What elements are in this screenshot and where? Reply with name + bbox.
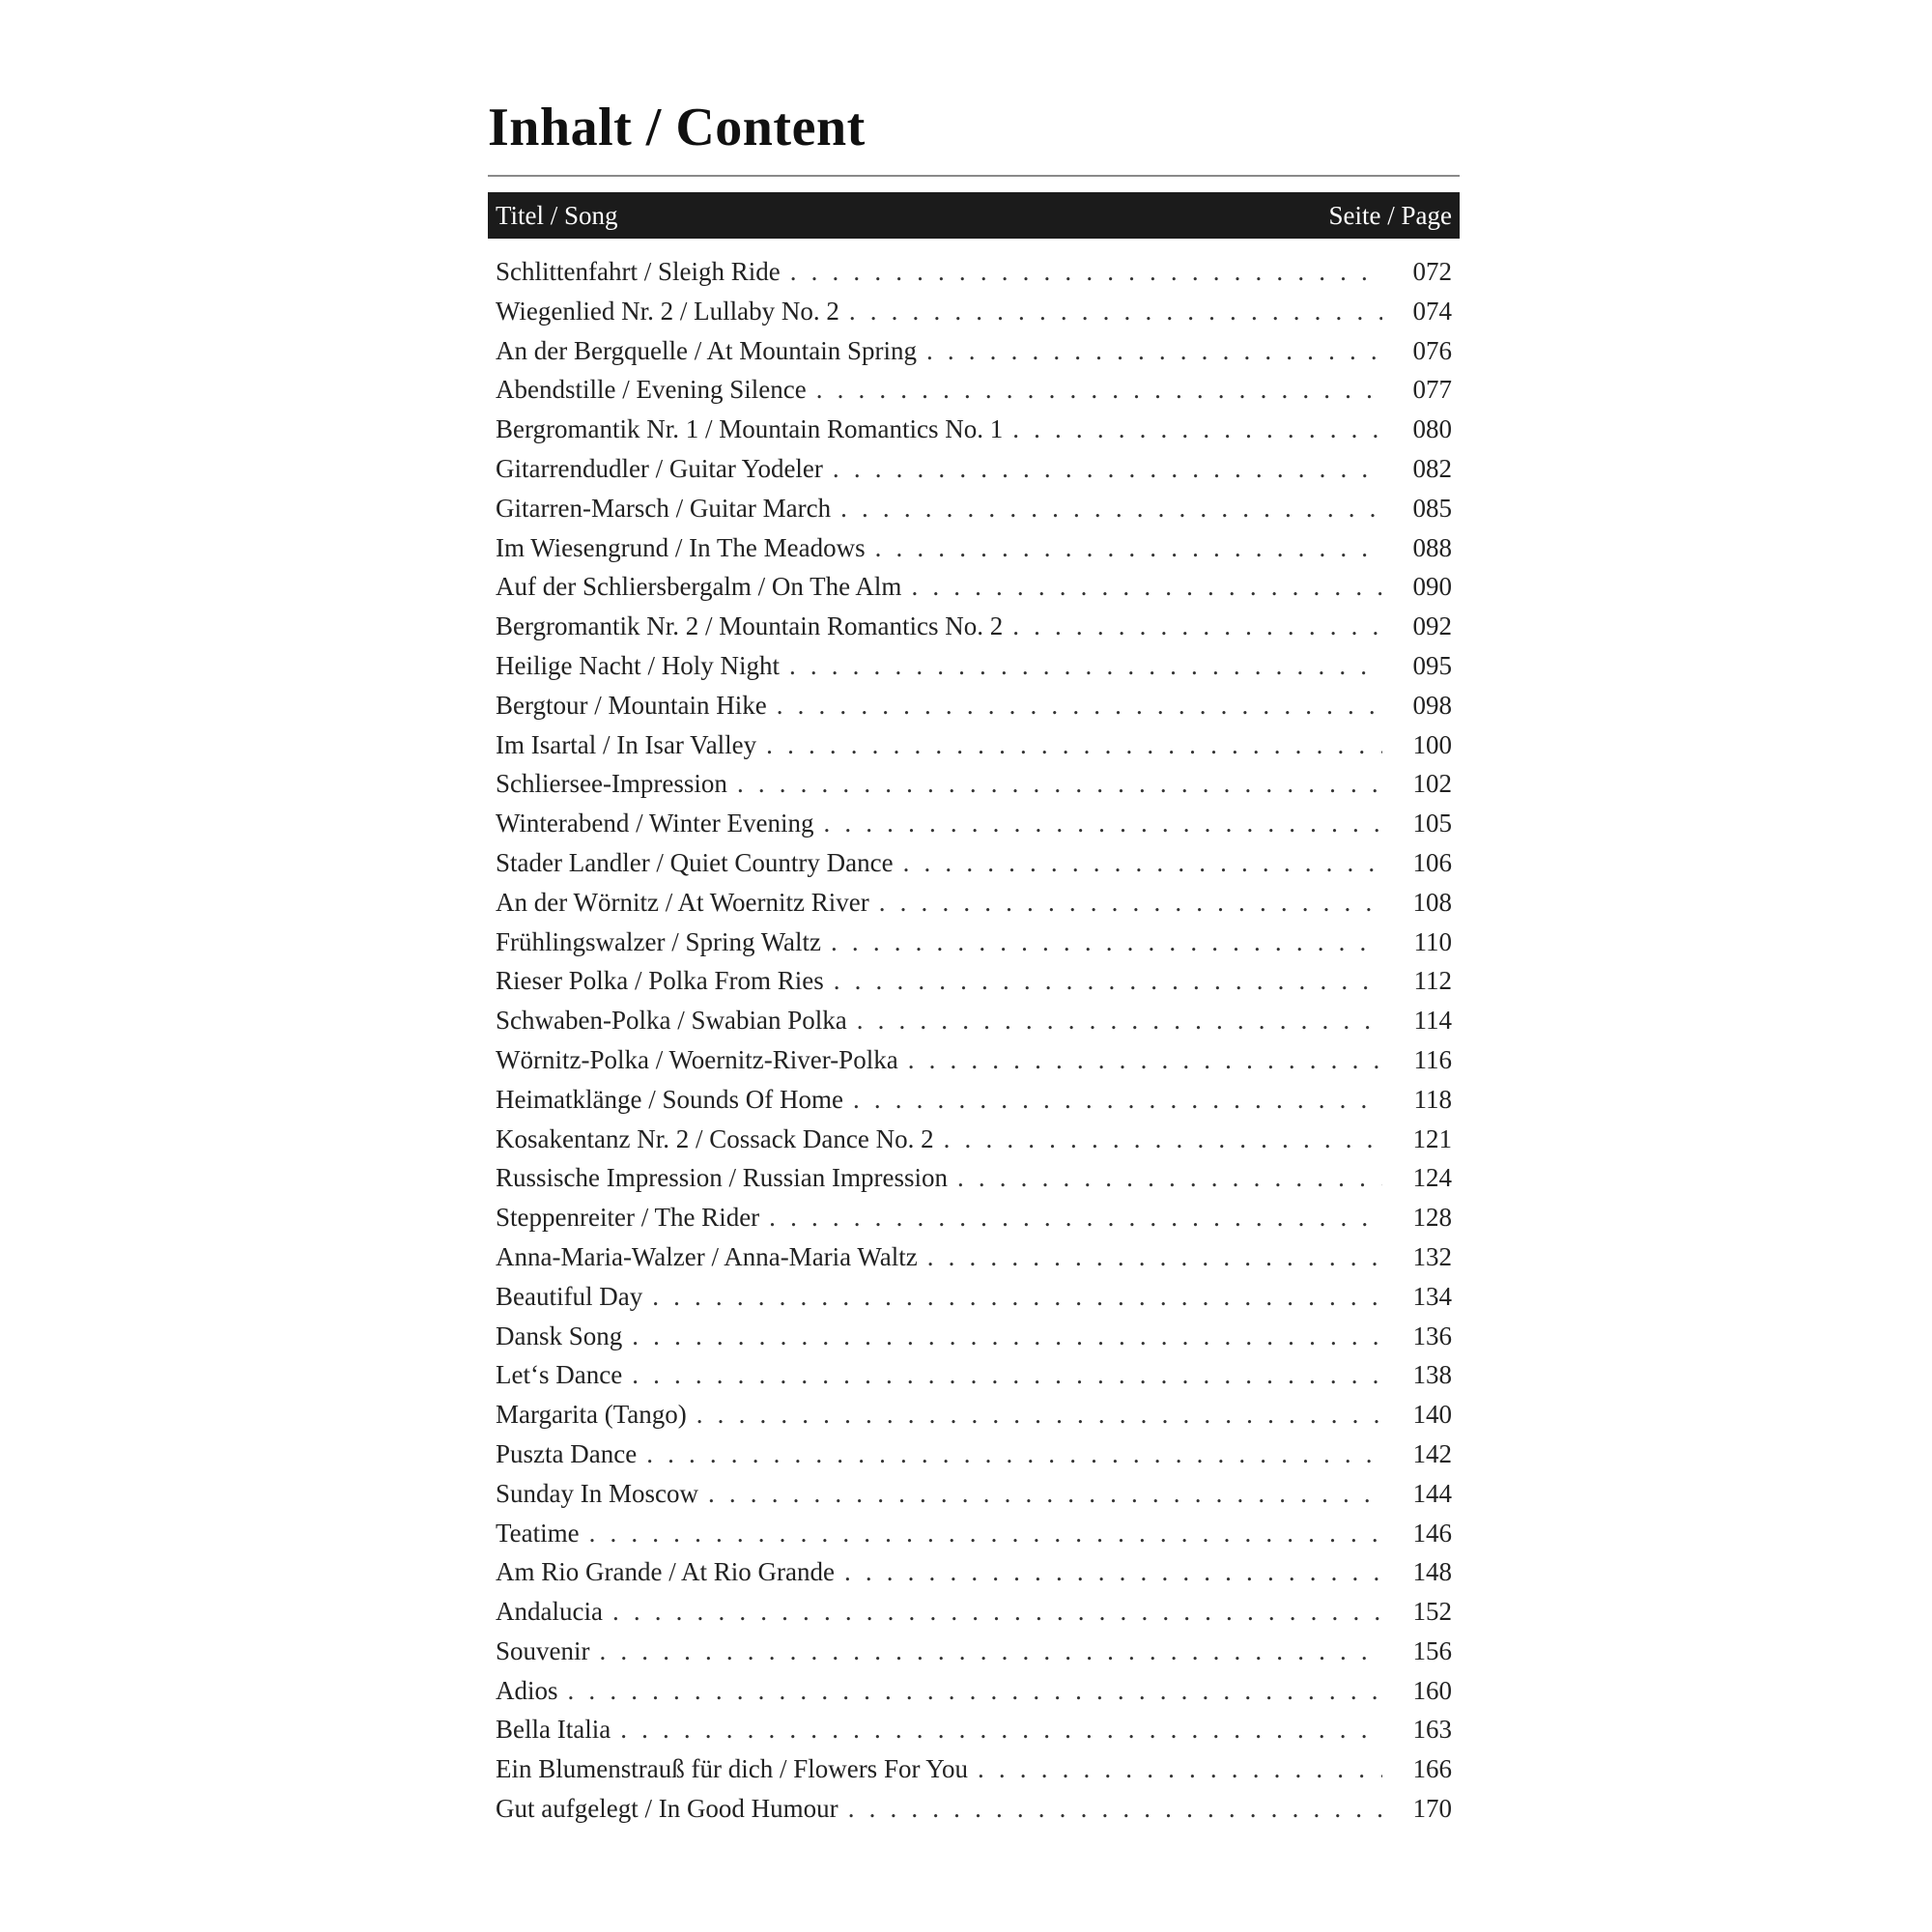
- entry-title: Im Wiesengrund / In The Meadows: [496, 532, 866, 562]
- dot-leader: [777, 686, 1382, 725]
- dot-leader: [632, 1317, 1382, 1356]
- dot-leader: [848, 1789, 1382, 1829]
- entry-title: Ein Blumenstrauß für dich / Flowers For You: [496, 1754, 968, 1784]
- entry-title: Heimatklänge / Sounds Of Home: [496, 1084, 843, 1114]
- entry-title: Steppenreiter / The Rider: [496, 1203, 760, 1233]
- dot-leader: [790, 252, 1382, 292]
- entry-title: Margarita (Tango): [496, 1400, 687, 1430]
- entry-title: An der Wörnitz / At Woernitz River: [496, 887, 869, 917]
- dot-leader: [853, 1080, 1382, 1120]
- table-header: [488, 192, 1460, 239]
- entry-title: Souvenir: [496, 1635, 590, 1665]
- entry-title: An der Bergquelle / At Mountain Spring: [496, 335, 917, 365]
- contents-entry: [496, 1237, 1452, 1277]
- dot-leader: [696, 1395, 1382, 1435]
- contents-entry: [496, 1158, 1452, 1198]
- contents-entry: [496, 1395, 1452, 1435]
- dot-leader: [911, 567, 1382, 607]
- entry-title: Beautiful Day: [496, 1281, 643, 1311]
- contents-entry: [496, 252, 1452, 292]
- entry-page-number: 160: [1412, 1675, 1452, 1705]
- entry-title: Winterabend / Winter Evening: [496, 809, 814, 838]
- entry-title: Bergromantik Nr. 2 / Mountain Romantics No. 2: [496, 611, 1004, 641]
- contents-entry: [496, 1789, 1452, 1829]
- contents-list: [488, 252, 1460, 1829]
- contents-entry: [496, 923, 1452, 962]
- contents-entry: [496, 1001, 1452, 1040]
- entry-page-number: 142: [1412, 1438, 1452, 1468]
- dot-leader: [944, 1120, 1382, 1159]
- entry-page-number: 088: [1412, 532, 1452, 562]
- dot-leader: [903, 843, 1382, 883]
- entry-title: Abendstille / Evening Silence: [496, 375, 807, 405]
- contents-entry: [496, 1632, 1452, 1671]
- entry-title: Sunday In Moscow: [496, 1478, 698, 1508]
- contents-entry: [496, 292, 1452, 331]
- entry-title: Kosakentanz Nr. 2 / Cossack Dance No. 2: [496, 1123, 934, 1153]
- entry-title: Wiegenlied Nr. 2 / Lullaby No. 2: [496, 296, 839, 326]
- dot-leader: [879, 883, 1382, 923]
- entry-title: Adios: [496, 1675, 558, 1705]
- dot-leader: [834, 961, 1382, 1001]
- dot-leader: [708, 1474, 1382, 1514]
- entry-page-number: 072: [1412, 257, 1452, 286]
- dot-leader: [589, 1514, 1382, 1553]
- entry-title: Gitarren-Marsch / Guitar March: [496, 493, 832, 523]
- entry-page-number: 140: [1412, 1400, 1452, 1430]
- entry-title: Bergromantik Nr. 1 / Mountain Romantics No. 1: [496, 414, 1004, 444]
- entry-page-number: 146: [1412, 1518, 1452, 1548]
- dot-leader: [612, 1592, 1382, 1632]
- entry-page-number: 077: [1412, 375, 1452, 405]
- entry-title: Im Isartal / In Isar Valley: [496, 729, 757, 759]
- entry-page-number: 102: [1412, 769, 1452, 799]
- entry-title: Let‘s Dance: [496, 1360, 623, 1390]
- entry-title: Anna-Maria-Walzer / Anna-Maria Waltz: [496, 1241, 918, 1271]
- contents-entry: [496, 331, 1452, 371]
- title-divider: [488, 175, 1460, 177]
- dot-leader: [620, 1710, 1382, 1749]
- contents-entry: [496, 489, 1452, 528]
- contents-entry: [496, 370, 1452, 410]
- entry-page-number: 128: [1412, 1203, 1452, 1233]
- entry-page-number: 170: [1412, 1794, 1452, 1824]
- dot-leader: [1012, 410, 1382, 449]
- entry-title: Gut aufgelegt / In Good Humour: [496, 1794, 838, 1824]
- header-song-label: Titel / Song: [496, 200, 618, 230]
- entry-title: Rieser Polka / Polka From Ries: [496, 966, 824, 996]
- entry-title: Teatime: [496, 1518, 580, 1548]
- contents-entry: [496, 646, 1452, 686]
- dot-leader: [1012, 607, 1382, 646]
- entry-page-number: 074: [1412, 296, 1452, 326]
- dot-leader: [769, 1198, 1382, 1237]
- contents-entry: [496, 804, 1452, 843]
- entry-title: Schliersee-Impression: [496, 769, 727, 799]
- entry-title: Puszta Dance: [496, 1438, 638, 1468]
- contents-entry: [496, 883, 1452, 923]
- dot-leader: [908, 1040, 1382, 1080]
- entry-page-number: 108: [1412, 887, 1452, 917]
- entry-title: Schwaben-Polka / Swabian Polka: [496, 1006, 847, 1036]
- entry-title: Schlittenfahrt / Sleigh Ride: [496, 257, 781, 286]
- entry-title: Heilige Nacht / Holy Night: [496, 650, 780, 680]
- entry-page-number: 105: [1412, 809, 1452, 838]
- dot-leader: [840, 489, 1382, 528]
- contents-entry: [496, 1120, 1452, 1159]
- entry-title: Bella Italia: [496, 1715, 611, 1745]
- contents-entry: [496, 410, 1452, 449]
- entry-title: Wörnitz-Polka / Woernitz-River-Polka: [496, 1044, 898, 1074]
- entry-title: Am Rio Grande / At Rio Grande: [496, 1557, 835, 1587]
- entry-page-number: 100: [1412, 729, 1452, 759]
- entry-title: Frühlingswalzer / Spring Waltz: [496, 926, 822, 956]
- dot-leader: [926, 331, 1382, 371]
- contents-entry: [496, 1671, 1452, 1711]
- dot-leader: [833, 449, 1382, 489]
- entry-title: Russische Impression / Russian Impression: [496, 1163, 948, 1193]
- dot-leader: [789, 646, 1382, 686]
- entry-title: Dansk Song: [496, 1321, 623, 1350]
- entry-page-number: 121: [1412, 1123, 1452, 1153]
- contents-entry: [496, 725, 1452, 765]
- entry-page-number: 082: [1412, 453, 1452, 483]
- contents-entry: [496, 686, 1452, 725]
- entry-title: Andalucia: [496, 1597, 603, 1627]
- contents-entry: [496, 843, 1452, 883]
- entry-page-number: 092: [1412, 611, 1452, 641]
- page-title: Inhalt / Content: [488, 98, 866, 157]
- contents-page: [488, 97, 1460, 1829]
- entry-page-number: 144: [1412, 1478, 1452, 1508]
- dot-leader: [766, 725, 1382, 765]
- dot-leader: [600, 1632, 1383, 1671]
- entry-page-number: 132: [1412, 1241, 1452, 1271]
- entry-page-number: 085: [1412, 493, 1452, 523]
- entry-page-number: 152: [1412, 1597, 1452, 1627]
- contents-entry: [496, 1749, 1452, 1789]
- dot-leader: [957, 1158, 1382, 1198]
- contents-entry: [496, 961, 1452, 1001]
- dot-leader: [652, 1277, 1382, 1317]
- contents-entry: [496, 1474, 1452, 1514]
- contents-entry: [496, 1710, 1452, 1749]
- contents-entry: [496, 1080, 1452, 1120]
- contents-entry: [496, 567, 1452, 607]
- entry-page-number: 148: [1412, 1557, 1452, 1587]
- contents-entry: [496, 1317, 1452, 1356]
- entry-page-number: 118: [1413, 1084, 1452, 1114]
- entry-page-number: 112: [1413, 966, 1452, 996]
- contents-entry: [496, 1592, 1452, 1632]
- dot-leader: [849, 292, 1382, 331]
- entry-page-number: 156: [1412, 1635, 1452, 1665]
- dot-leader: [632, 1355, 1382, 1395]
- entry-title: Auf der Schliersbergalm / On The Alm: [496, 572, 902, 602]
- entry-page-number: 114: [1413, 1006, 1452, 1036]
- contents-entry: [496, 1435, 1452, 1474]
- dot-leader: [844, 1552, 1382, 1592]
- dot-leader: [816, 370, 1382, 410]
- dot-leader: [927, 1237, 1382, 1277]
- entry-page-number: 166: [1412, 1754, 1452, 1784]
- entry-page-number: 098: [1412, 690, 1452, 720]
- dot-leader: [823, 804, 1382, 843]
- contents-entry: [496, 1198, 1452, 1237]
- dot-leader: [857, 1001, 1382, 1040]
- entry-page-number: 090: [1412, 572, 1452, 602]
- entry-page-number: 076: [1412, 335, 1452, 365]
- contents-entry: [496, 1514, 1452, 1553]
- dot-leader: [737, 764, 1382, 804]
- entry-title: Bergtour / Mountain Hike: [496, 690, 767, 720]
- entry-page-number: 080: [1412, 414, 1452, 444]
- contents-entry: [496, 1040, 1452, 1080]
- contents-entry: [496, 1552, 1452, 1592]
- entry-title: Stader Landler / Quiet Country Dance: [496, 847, 894, 877]
- entry-page-number: 138: [1412, 1360, 1452, 1390]
- entry-page-number: 134: [1412, 1281, 1452, 1311]
- entry-page-number: 110: [1413, 926, 1452, 956]
- dot-leader: [568, 1671, 1382, 1711]
- entry-page-number: 136: [1412, 1321, 1452, 1350]
- contents-entry: [496, 1355, 1452, 1395]
- dot-leader: [646, 1435, 1382, 1474]
- entry-page-number: 106: [1412, 847, 1452, 877]
- contents-entry: [496, 449, 1452, 489]
- entry-title: Gitarrendudler / Guitar Yodeler: [496, 453, 823, 483]
- entry-page-number: 163: [1412, 1715, 1452, 1745]
- contents-entry: [496, 764, 1452, 804]
- entry-page-number: 095: [1412, 650, 1452, 680]
- dot-leader: [875, 528, 1382, 568]
- contents-entry: [496, 607, 1452, 646]
- contents-entry: [496, 1277, 1452, 1317]
- dot-leader: [978, 1749, 1382, 1789]
- contents-entry: [496, 528, 1452, 568]
- header-page-label: Seite / Page: [1328, 200, 1452, 230]
- entry-page-number: 124: [1412, 1163, 1452, 1193]
- entry-page-number: 116: [1413, 1044, 1452, 1074]
- dot-leader: [831, 923, 1382, 962]
